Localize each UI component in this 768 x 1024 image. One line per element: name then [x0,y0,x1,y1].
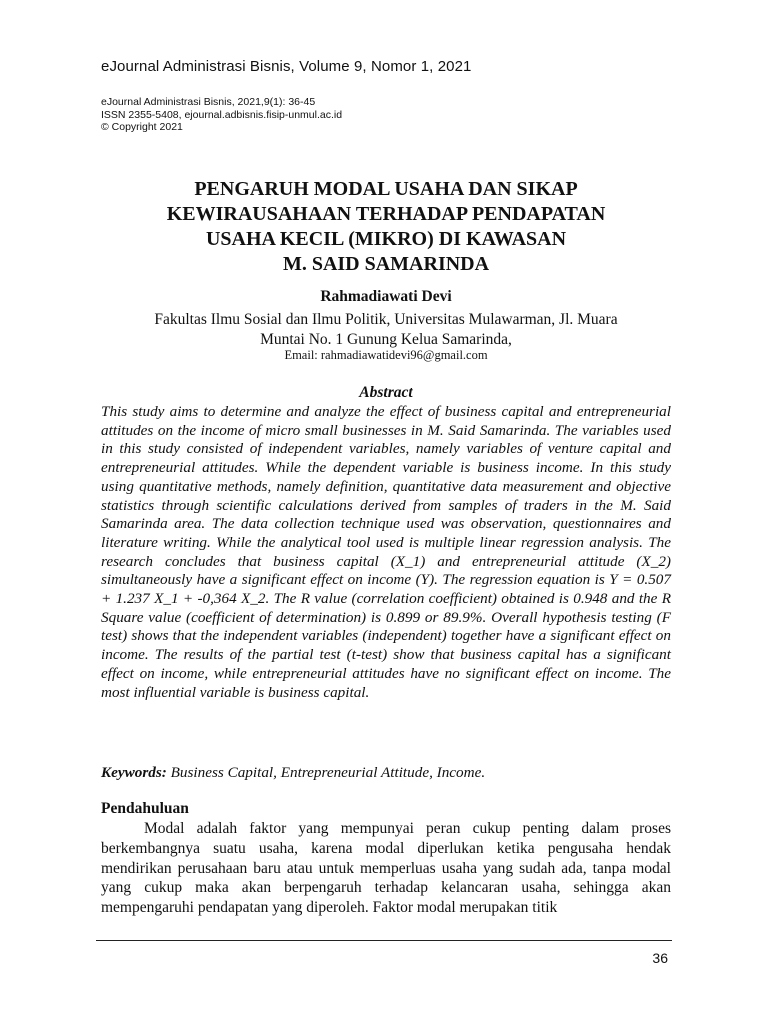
keywords-label: Keywords: [101,764,167,781]
running-header: eJournal Administrasi Bisnis, Volume 9, Nomor 1, 2021 [101,58,472,75]
author-email: Email: rahmadiawatidevi96@gmail.com [284,348,488,362]
page-number: 36 [652,950,668,966]
citation-line: eJournal Administrasi Bisnis, 2021,9(1): 36-45 [101,96,316,108]
title-line: PENGARUH MODAL USAHA DAN SIKAP [194,178,578,200]
abstract-text: This study aims to determine and analyze the effect of business capital and entrepreneurial attitudes on the income of micro small businesses in M. Said Samarinda. The variables used in this study consisted of independent variables, namely variables of venture capital and entrepreneurial attitudes. While the dependent variable is business income. In this study using quantitative methods, namely definition, quantitative data measurement and objective statistics through scientific calculations derived from samples of traders in the M. Said Samarinda area. The data collection technique used was observation, questionnaires and literature writing. While the analytical tool used is multiple linear regression analysis. The research concludes that business capital (X_1) and entrepreneurial attitude (X_2) simultaneously have a significant effect on income (Y). The regression equation is Y = 0.507 + 1.237 X_1 + -0,364 X_2. The R value (correlation coefficient) obtained is 0.948 and the R Square value (coefficient of determination) is 0.899 or 89.9%. Overall hypothesis testing (F test) shows that the independent variables (independent) together have a significant effect on income. The results of the partial test (t-test) show that business capital has a significant effect on income, while entrepreneurial attitudes have no significant effect on income. The most influential variable is business capital. [101,403,671,701]
title-line: M. SAID SAMARINDA [282,253,490,275]
affiliation-line: Muntai No. 1 Gunung Kelua Samarinda, [260,331,512,348]
paper-title [101,177,671,277]
issn-line: ISSN 2355-5408, ejournal.adbisnis.fisip-unmul.ac.id [101,108,343,121]
keywords-text: Business Capital, Entrepreneurial Attitude, Income. [170,764,486,781]
citation-block [101,96,342,134]
section-heading: Pendahuluan [101,800,189,817]
author-affiliation [101,310,671,350]
copyright-line: © Copyright 2021 [101,121,183,133]
keywords [101,764,671,782]
title-line: KEWIRAUSAHAAN TERHADAP PENDAPATAN [166,203,606,225]
abstract-heading: Abstract [359,384,413,401]
footer-divider [96,940,672,941]
affiliation-line: Fakultas Ilmu Sosial dan Ilmu Politik, Universitas Mulawarman, Jl. Muara [154,311,618,328]
title-line: USAHA KECIL (MIKRO) DI KAWASAN [205,228,567,250]
author-name: Rahmadiawati Devi [320,288,452,305]
section-body-text: Modal adalah faktor yang mempunyai peran cukup penting dalam proses berkembangnya suatu usaha, karena modal diperlukan ketika pengusaha hendak mendirikan perusahaan baru atau untuk memperluas usaha yang sudah ada, tanpa modal yang cukup maka akan berpengaruh terhadap kelancaran usaha, sehingga akan mempengaruhi pendapatan yang diperoleh. Faktor modal merupakan titik [101,820,671,917]
